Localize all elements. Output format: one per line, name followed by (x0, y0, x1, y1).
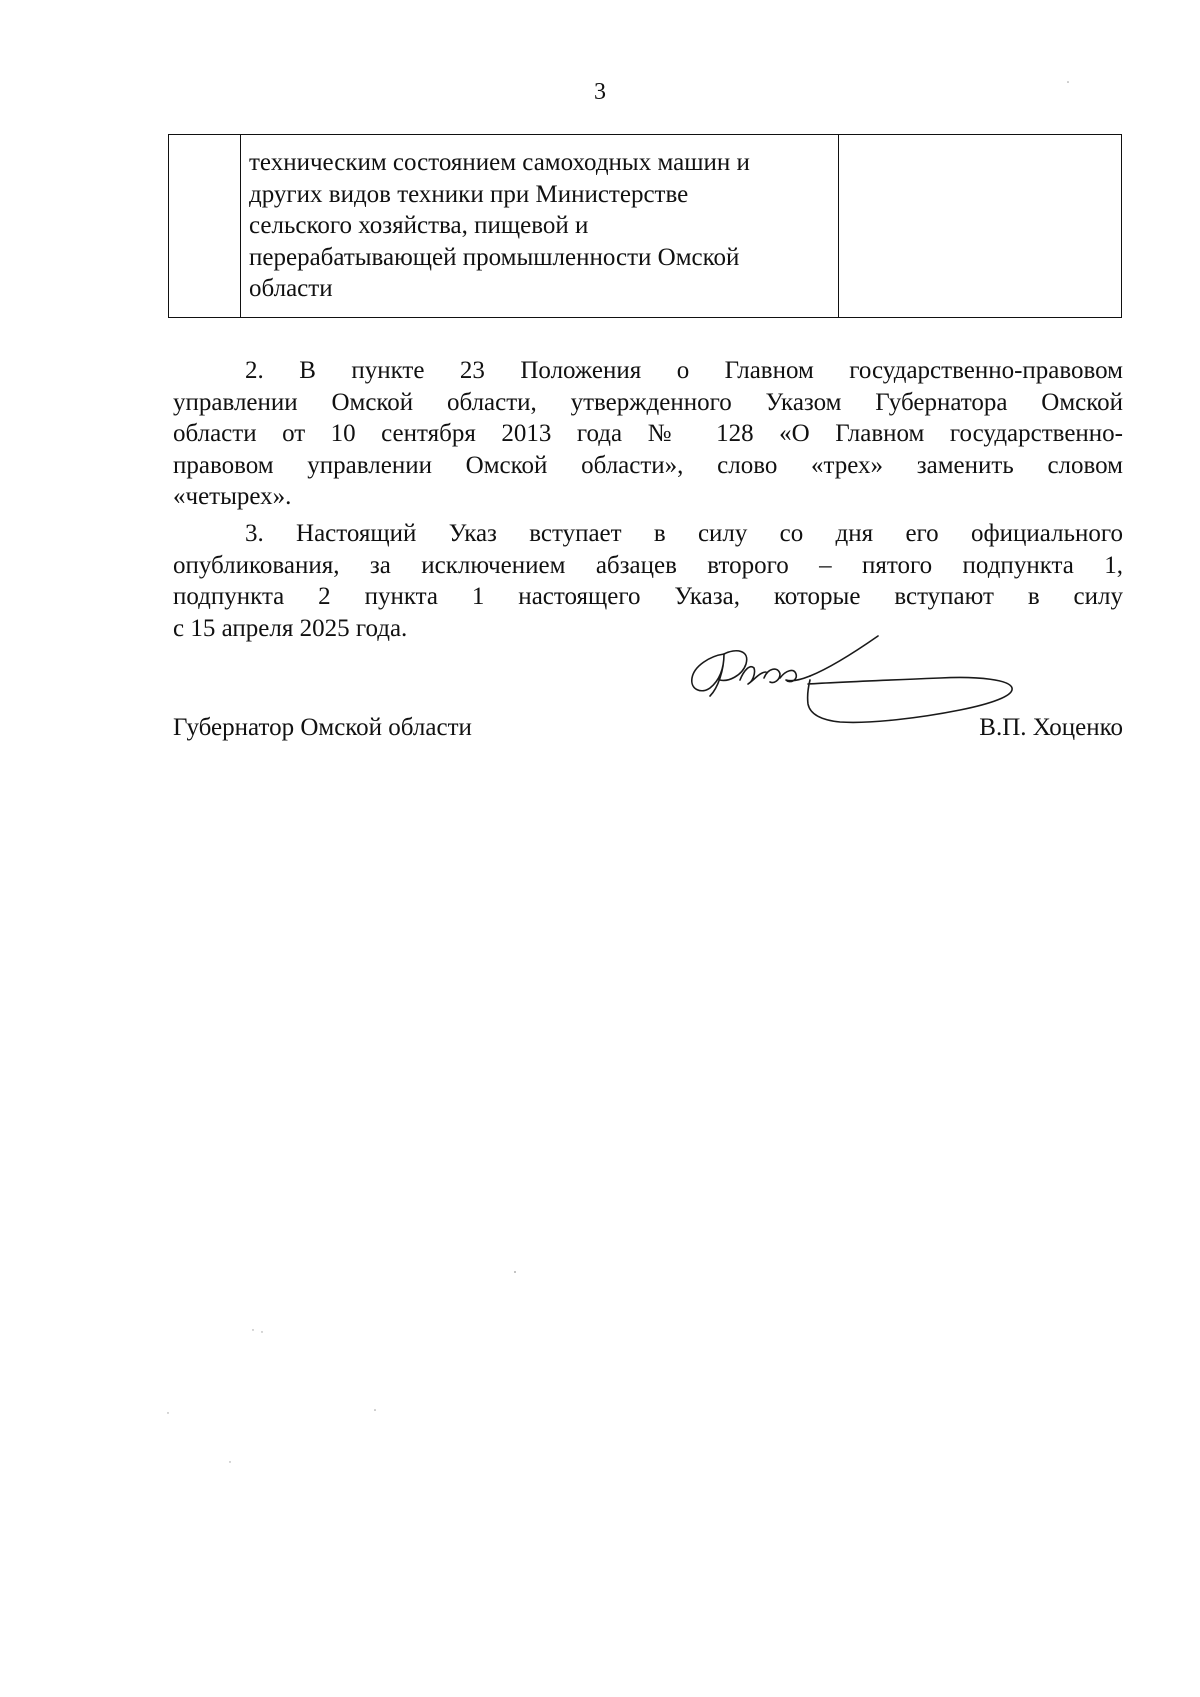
table-cell-number (169, 135, 241, 317)
table-fragment (168, 134, 1122, 318)
paragraph-line: управлении Омской области, утвержденного Указом Губернатора Омской (173, 388, 1123, 416)
table-text-line: сельского хозяйства, пищевой и (249, 212, 589, 239)
table-text-line: области (249, 275, 333, 302)
paragraph-3 (173, 518, 1123, 644)
paragraph-line: с 15 апреля 2025 года. (173, 614, 408, 642)
table-cell-empty (839, 135, 1121, 317)
page-number: 3 (594, 79, 606, 105)
handwritten-signature (680, 630, 1020, 790)
paragraph-line: подпункта 2 пункта 1 настоящего Указа, которые вступают в силу (173, 583, 1123, 610)
paragraph-line: 3. Настоящий Указ вступает в силу со дня его официального (245, 520, 1123, 547)
signer-title: Губернатор Омской области (173, 714, 472, 741)
paragraph-line: опубликования, за исключением абзацев второго – пятого подпункта 1, (173, 551, 1123, 579)
signer-name: В.П. Хоценко (979, 714, 1123, 741)
paragraph-line: «четырех». (173, 483, 292, 510)
paragraph-line: области от 10 сентября 2013 года № 128 «О Главном государственно- (173, 420, 1123, 447)
table-text-line: техническим состоянием самоходных машин и (249, 149, 750, 176)
table-text-line: других видов техники при Министерстве (249, 180, 689, 208)
paragraph-line: правовом управлении Омской области», слово «трех» заменить словом (173, 451, 1123, 479)
table-text-line: перерабатывающей промышленности Омской (249, 243, 740, 271)
paragraph-line: 2. В пункте 23 Положения о Главном государственно-правовом (245, 357, 1123, 384)
paragraph-2 (173, 355, 1123, 513)
table-cell-text (241, 135, 839, 317)
